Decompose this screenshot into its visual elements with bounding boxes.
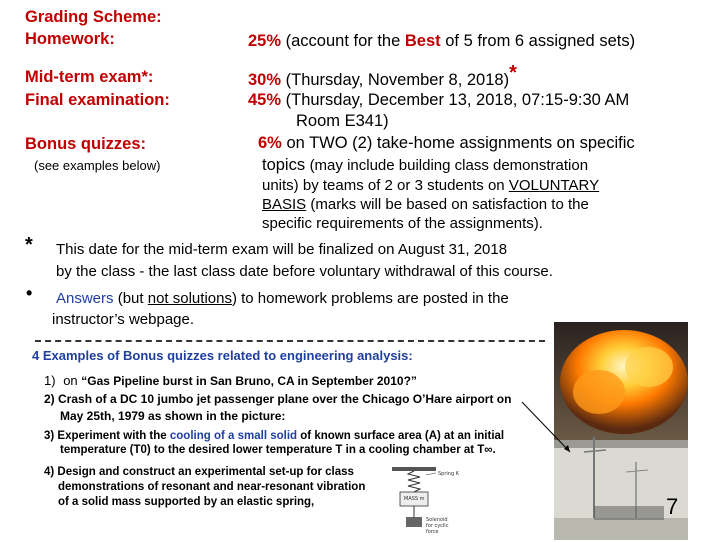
item1-on: on (63, 373, 78, 388)
page-number: 7 (666, 494, 679, 519)
midterm-note-2: by the class - the last class date before voluntary withdrawal of this course. (56, 263, 553, 280)
homework-best: Best (404, 32, 441, 50)
example-2-line-1: 2) Crash of a DC 10 jumbo jet passenger plane over the Chicago O’Hare airport on (44, 392, 512, 406)
bonus-line-3 (262, 177, 599, 194)
mass-label: MASS m (404, 496, 425, 502)
bonus-line-4 (262, 196, 589, 213)
example-1 (44, 373, 417, 388)
example-2-line-2: May 25th, 1979 as shown in the picture: (60, 409, 286, 423)
answers-line (56, 290, 509, 307)
final-text: (Thursday, December 13, 2018, 07:15-9:30 AM (285, 91, 630, 109)
note-star: * (25, 234, 33, 256)
spring-label: Spring K (438, 471, 460, 477)
homework-text-a: (account for the (285, 32, 401, 50)
bonus-line2-b: (may include building class demonstration (309, 157, 589, 174)
homework-text-b: of 5 from 6 assigned sets) (445, 32, 636, 50)
final-pct: 45% (248, 91, 282, 109)
final-room: Room E341) (296, 112, 389, 130)
bonus-label: Bonus quizzes: (25, 135, 147, 153)
item3-c: of known surface area (A) at an initial (300, 430, 505, 442)
grading-title: Grading Scheme: (25, 8, 162, 26)
bonus-line-2 (262, 156, 588, 175)
bonus-line4-b: (marks will be based on satisfaction to the (310, 196, 589, 213)
bonus-line3-a: units) by teams of 2 or 3 students on (262, 177, 505, 194)
answers-c: not solutions (147, 290, 232, 307)
item1-text: “Gas Pipeline burst in San Bruno, CA in September 2010?” (81, 374, 417, 388)
pointer-arrow-icon (520, 400, 580, 460)
midterm-pct: 30% (248, 71, 282, 89)
answers-b: (but (117, 290, 144, 307)
example-3-line-2: temperature (T0) to the desired lower temperature T in a cooling chamber at T∞. (60, 444, 496, 456)
bonus-line-1 (258, 134, 635, 153)
answers-d: ) to homework problems are posted in the (231, 290, 509, 307)
midterm-line (248, 62, 517, 91)
solenoid-label-2: for cyclic (426, 523, 449, 529)
midterm-note-1: This date for the mid-term exam will be finalized on August 31, 2018 (56, 241, 508, 258)
bullet-icon: • (26, 283, 33, 303)
item3-b: cooling of a small solid (169, 430, 298, 442)
bonus-note: (see examples below) (34, 158, 161, 173)
example-4-line-2: demonstrations of resonant and near-resonant vibration (58, 481, 366, 493)
item1-num: 1) (44, 373, 56, 388)
homework-label: Homework: (25, 30, 115, 48)
final-label: Final examination: (25, 91, 170, 109)
homework-pct: 25% (248, 32, 282, 50)
final-line (248, 91, 629, 110)
bonus-text-a: on TWO (2) take-home assignments on specific (286, 134, 635, 152)
example-4-line-1: 4) Design and construct an experimental set-up for class (44, 466, 354, 478)
homework-line (248, 32, 635, 51)
spring-mass-diagram (382, 465, 472, 537)
answers-line-2: instructor’s webpage. (52, 311, 195, 328)
midterm-text: (Thursday, November 8, 2018) (285, 71, 510, 89)
section-divider (35, 340, 545, 342)
midterm-label: Mid-term exam*: (25, 68, 154, 86)
example-4-line-3: of a solid mass supported by an elastic spring, (58, 496, 315, 508)
midterm-star: * (509, 62, 517, 84)
example-3-line-1 (44, 430, 504, 442)
bonus-line2-a: topics (262, 156, 306, 174)
solenoid-label-1: Solenoid (426, 517, 448, 523)
item3-a: 3) Experiment with the (44, 430, 167, 442)
bonus-pct: 6% (258, 134, 282, 152)
bonus-basis: BASIS (262, 196, 307, 213)
bonus-line-5: specific requirements of the assignments). (262, 215, 543, 232)
bonus-voluntary: VOLUNTARY (508, 177, 600, 194)
answers-a: Answers (56, 290, 114, 307)
examples-heading: 4 Examples of Bonus quizzes related to engineering analysis: (32, 348, 413, 363)
solenoid-label-3: force (426, 529, 439, 535)
